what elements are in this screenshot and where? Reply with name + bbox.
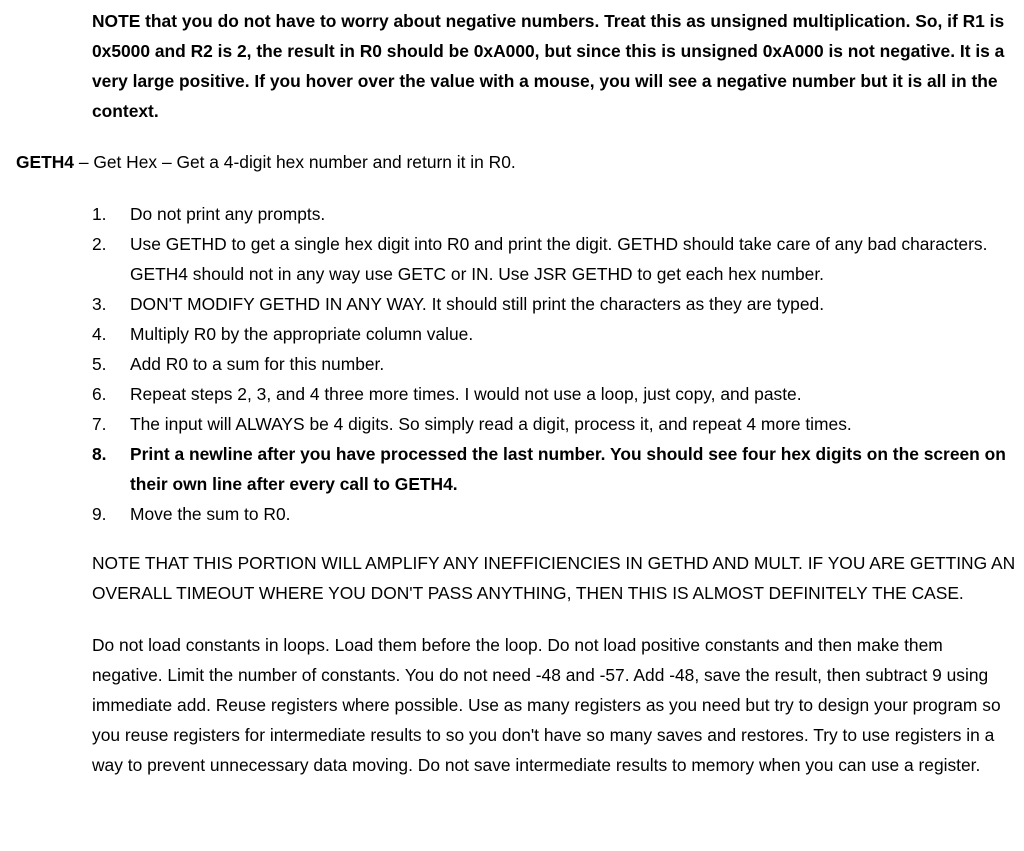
step-text: Multiply R0 by the appropriate column value. [130,324,474,344]
step-number: 7. [92,414,107,434]
list-item [92,229,1012,289]
list-item [92,499,1012,529]
list-item [92,409,1012,439]
geth4-heading [16,147,1006,177]
step-text: Use GETHD to get a single hex digit into R0 and print the digit. GETHD should take care of any bad characters. GETH4 should not in any way use GETC or IN. Use JSR GETHD to get each hex number. [130,234,988,284]
list-item [92,199,1012,229]
step-number: 5. [92,354,107,374]
step-text: Print a newline after you have processed the last number. You should see four hex digits on the screen on their own line after every call to GETH4. [130,444,1006,494]
step-number: 3. [92,294,107,314]
list-item [92,319,1012,349]
step-text: The input will ALWAYS be 4 digits. So simply read a digit, process it, and repeat 4 more times. [130,414,852,434]
step-text: DON'T MODIFY GETHD IN ANY WAY. It should still print the characters as they are typed. [130,294,825,314]
list-item [92,349,1012,379]
step-number: 4. [92,324,107,344]
step-number: 8. [92,444,107,464]
list-item [92,379,1012,409]
geth4-description: – Get Hex – Get a 4-digit hex number and return it in R0. [73,152,516,172]
efficiency-warning: NOTE THAT THIS PORTION WILL AMPLIFY ANY INEFFICIENCIES IN GETHD AND MULT. IF YOU ARE GETTING AN OVERALL TIMEOUT WHERE YOU DON'T PASS ANYTHING, THEN THIS IS ALMOST DEFINITELY THE CASE. [92,553,1016,603]
step-number: 1. [92,204,107,224]
unsigned-note-paragraph: NOTE that you do not have to worry about negative numbers. Treat this as unsigned multiplication. So, if R1 is 0x5000 and R2 is 2, the result in R0 should be 0xA000, but since this is unsigned 0xA000 is not negative. It is a very large positive. If you hover over the value with a mouse, you will see a negative number but it is all in the context. [92,11,1005,121]
step-text: Move the sum to R0. [130,504,291,524]
step-text: Add R0 to a sum for this number. [130,354,385,374]
step-number: 6. [92,384,107,404]
step-text: Repeat steps 2, 3, and 4 three more times. I would not use a loop, just copy, and paste. [130,384,802,404]
geth4-term: GETH4 [16,152,74,172]
list-item [92,289,1012,319]
efficiency-advice: Do not load constants in loops. Load them before the loop. Do not load positive constants and then make them negative. Limit the number of constants. You do not need -48 and -57. Add -48, save the result, then subtract 9 using immediate add. Reuse registers where possible. Use as many registers as you need but try to design your program so you reuse registers for intermediate results to so you don't have so many saves and restores. Try to use registers in a way to prevent unnecessary data moving. Do not save intermediate results to memory when you can use a register. [92,635,1001,775]
step-number: 9. [92,504,107,524]
geth4-steps-list [92,199,1012,529]
step-text: Do not print any prompts. [130,204,326,224]
step-number: 2. [92,234,107,254]
list-item [92,439,1012,499]
